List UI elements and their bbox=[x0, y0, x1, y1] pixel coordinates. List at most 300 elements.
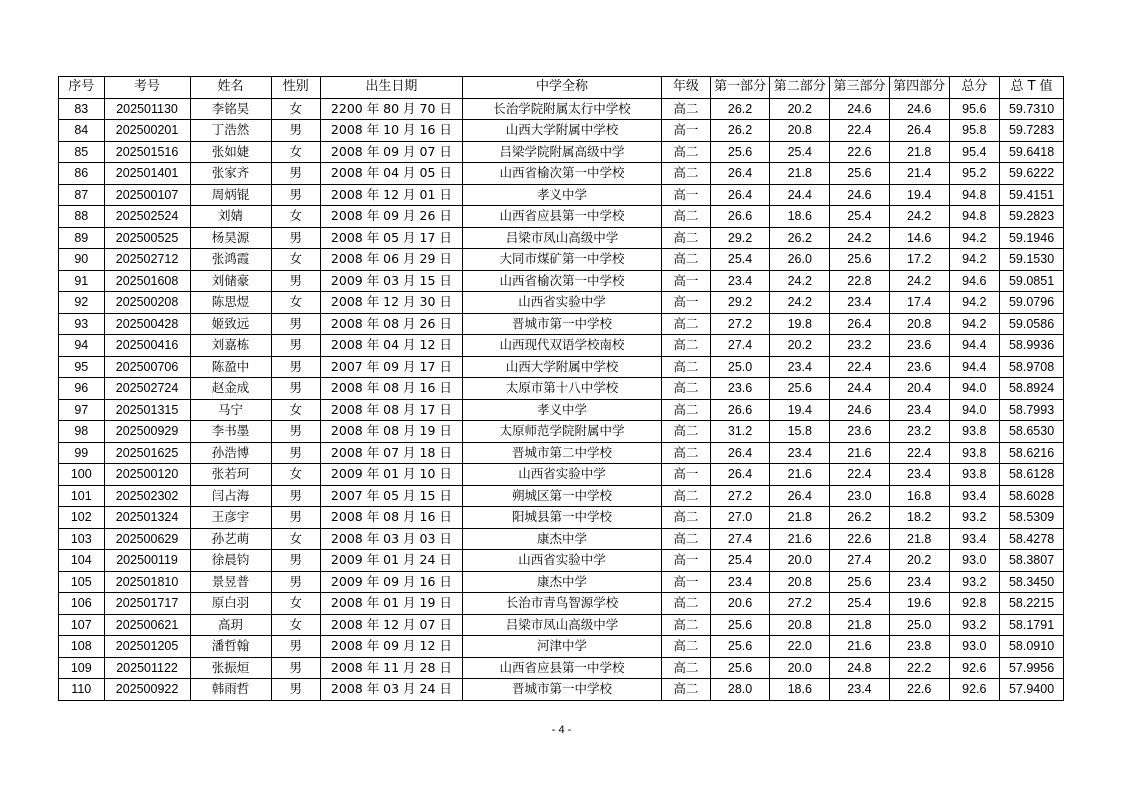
cell-grade: 高一 bbox=[662, 184, 711, 206]
cell-name: 陈盈中 bbox=[190, 356, 271, 378]
cell-index: 88 bbox=[59, 206, 105, 228]
cell-name: 原白羽 bbox=[190, 593, 271, 615]
cell-part-3: 25.6 bbox=[830, 249, 890, 271]
cell-grade: 高二 bbox=[662, 679, 711, 701]
cell-part-3: 22.4 bbox=[830, 356, 890, 378]
header-col-name: 姓名 bbox=[190, 77, 271, 99]
cell-part-1: 27.2 bbox=[710, 485, 770, 507]
cell-total-t: 58.6216 bbox=[1000, 442, 1064, 464]
cell-part-3: 25.4 bbox=[830, 206, 890, 228]
cell-grade: 高一 bbox=[662, 120, 711, 142]
cell-part-4: 22.6 bbox=[889, 679, 949, 701]
cell-part-1: 29.2 bbox=[710, 227, 770, 249]
cell-grade: 高二 bbox=[662, 528, 711, 550]
cell-birth-date: 2008 年 09 月 12 日 bbox=[321, 636, 463, 658]
cell-school: 山西大学附属中学校 bbox=[462, 356, 661, 378]
cell-total: 95.8 bbox=[949, 120, 1000, 142]
cell-name: 潘哲翰 bbox=[190, 636, 271, 658]
cell-total: 94.2 bbox=[949, 292, 1000, 314]
cell-gender: 男 bbox=[271, 507, 321, 529]
cell-birth-date: 2009 年 03 月 15 日 bbox=[321, 270, 463, 292]
cell-index: 101 bbox=[59, 485, 105, 507]
cell-part-4: 23.6 bbox=[889, 356, 949, 378]
cell-part-3: 21.6 bbox=[830, 636, 890, 658]
cell-total-t: 58.6530 bbox=[1000, 421, 1064, 443]
cell-part-2: 18.6 bbox=[770, 679, 830, 701]
cell-total-t: 59.0851 bbox=[1000, 270, 1064, 292]
cell-part-1: 25.6 bbox=[710, 636, 770, 658]
table-body bbox=[59, 98, 1064, 700]
cell-birth-date: 2008 年 03 月 24 日 bbox=[321, 679, 463, 701]
cell-index: 104 bbox=[59, 550, 105, 572]
cell-part-4: 25.0 bbox=[889, 614, 949, 636]
cell-gender: 女 bbox=[271, 464, 321, 486]
cell-gender: 女 bbox=[271, 249, 321, 271]
cell-part-1: 27.2 bbox=[710, 313, 770, 335]
cell-gender: 男 bbox=[271, 184, 321, 206]
cell-part-1: 26.6 bbox=[710, 206, 770, 228]
cell-school: 山西省榆次第一中学校 bbox=[462, 163, 661, 185]
cell-grade: 高二 bbox=[662, 313, 711, 335]
cell-total-t: 58.6128 bbox=[1000, 464, 1064, 486]
table-row bbox=[59, 421, 1064, 443]
table-row bbox=[59, 507, 1064, 529]
header-col-part-1: 第一部分 bbox=[710, 77, 770, 99]
cell-total: 93.0 bbox=[949, 550, 1000, 572]
cell-birth-date: 2008 年 11 月 28 日 bbox=[321, 657, 463, 679]
cell-name: 杨昊源 bbox=[190, 227, 271, 249]
cell-grade: 高二 bbox=[662, 141, 711, 163]
cell-total: 93.2 bbox=[949, 507, 1000, 529]
cell-birth-date: 2008 年 04 月 12 日 bbox=[321, 335, 463, 357]
cell-part-4: 21.8 bbox=[889, 528, 949, 550]
cell-part-2: 21.8 bbox=[770, 163, 830, 185]
cell-exam-id: 202502724 bbox=[104, 378, 190, 400]
cell-part-3: 23.2 bbox=[830, 335, 890, 357]
cell-exam-id: 202500629 bbox=[104, 528, 190, 550]
table-row bbox=[59, 270, 1064, 292]
cell-school: 吕梁市凤山高级中学 bbox=[462, 227, 661, 249]
cell-exam-id: 202500706 bbox=[104, 356, 190, 378]
cell-part-1: 26.2 bbox=[710, 120, 770, 142]
cell-index: 108 bbox=[59, 636, 105, 658]
table-row bbox=[59, 98, 1064, 120]
cell-gender: 男 bbox=[271, 120, 321, 142]
cell-exam-id: 202501608 bbox=[104, 270, 190, 292]
cell-part-3: 22.4 bbox=[830, 464, 890, 486]
cell-grade: 高一 bbox=[662, 571, 711, 593]
cell-total-t: 59.0796 bbox=[1000, 292, 1064, 314]
table-header-row bbox=[59, 77, 1064, 99]
cell-name: 姬致远 bbox=[190, 313, 271, 335]
table-row bbox=[59, 141, 1064, 163]
table-row bbox=[59, 206, 1064, 228]
cell-gender: 男 bbox=[271, 313, 321, 335]
cell-gender: 男 bbox=[271, 442, 321, 464]
cell-index: 107 bbox=[59, 614, 105, 636]
cell-total: 94.4 bbox=[949, 335, 1000, 357]
cell-grade: 高二 bbox=[662, 163, 711, 185]
cell-school: 长治市青鸟智源学校 bbox=[462, 593, 661, 615]
cell-gender: 男 bbox=[271, 227, 321, 249]
cell-exam-id: 202501810 bbox=[104, 571, 190, 593]
cell-part-1: 20.6 bbox=[710, 593, 770, 615]
cell-total-t: 59.1530 bbox=[1000, 249, 1064, 271]
cell-total: 93.4 bbox=[949, 485, 1000, 507]
cell-birth-date: 2007 年 05 月 15 日 bbox=[321, 485, 463, 507]
cell-grade: 高二 bbox=[662, 485, 711, 507]
cell-total: 95.2 bbox=[949, 163, 1000, 185]
cell-index: 106 bbox=[59, 593, 105, 615]
cell-part-2: 18.6 bbox=[770, 206, 830, 228]
cell-grade: 高一 bbox=[662, 464, 711, 486]
cell-school: 孝义中学 bbox=[462, 184, 661, 206]
cell-total-t: 59.6222 bbox=[1000, 163, 1064, 185]
cell-exam-id: 202501516 bbox=[104, 141, 190, 163]
table-row bbox=[59, 485, 1064, 507]
cell-part-4: 23.2 bbox=[889, 421, 949, 443]
cell-part-1: 26.4 bbox=[710, 442, 770, 464]
header-col-total: 总分 bbox=[949, 77, 1000, 99]
cell-index: 85 bbox=[59, 141, 105, 163]
cell-part-1: 23.6 bbox=[710, 378, 770, 400]
cell-name: 张家齐 bbox=[190, 163, 271, 185]
table-row bbox=[59, 313, 1064, 335]
cell-part-1: 29.2 bbox=[710, 292, 770, 314]
cell-total-t: 57.9956 bbox=[1000, 657, 1064, 679]
cell-part-4: 26.4 bbox=[889, 120, 949, 142]
cell-gender: 女 bbox=[271, 399, 321, 421]
cell-exam-id: 202500929 bbox=[104, 421, 190, 443]
cell-part-1: 25.6 bbox=[710, 141, 770, 163]
cell-part-1: 26.4 bbox=[710, 163, 770, 185]
cell-name: 徐晨钧 bbox=[190, 550, 271, 572]
table-row bbox=[59, 378, 1064, 400]
cell-birth-date: 2200 年 80 月 70 日 bbox=[321, 98, 463, 120]
cell-part-2: 23.4 bbox=[770, 442, 830, 464]
cell-part-1: 26.6 bbox=[710, 399, 770, 421]
cell-part-2: 21.6 bbox=[770, 528, 830, 550]
cell-part-2: 20.0 bbox=[770, 657, 830, 679]
cell-exam-id: 202500922 bbox=[104, 679, 190, 701]
cell-part-2: 25.4 bbox=[770, 141, 830, 163]
cell-index: 103 bbox=[59, 528, 105, 550]
cell-birth-date: 2008 年 12 月 07 日 bbox=[321, 614, 463, 636]
cell-exam-id: 202500201 bbox=[104, 120, 190, 142]
cell-grade: 高二 bbox=[662, 442, 711, 464]
cell-birth-date: 2008 年 01 月 19 日 bbox=[321, 593, 463, 615]
table-row bbox=[59, 550, 1064, 572]
cell-grade: 高二 bbox=[662, 657, 711, 679]
cell-part-2: 20.0 bbox=[770, 550, 830, 572]
cell-part-2: 19.4 bbox=[770, 399, 830, 421]
cell-part-1: 25.0 bbox=[710, 356, 770, 378]
cell-total: 95.4 bbox=[949, 141, 1000, 163]
cell-part-3: 24.2 bbox=[830, 227, 890, 249]
cell-name: 陈思煜 bbox=[190, 292, 271, 314]
cell-exam-id: 202501122 bbox=[104, 657, 190, 679]
cell-exam-id: 202501401 bbox=[104, 163, 190, 185]
cell-part-2: 26.4 bbox=[770, 485, 830, 507]
cell-total-t: 59.7283 bbox=[1000, 120, 1064, 142]
cell-grade: 高二 bbox=[662, 356, 711, 378]
cell-part-4: 23.4 bbox=[889, 464, 949, 486]
cell-total: 92.8 bbox=[949, 593, 1000, 615]
cell-index: 105 bbox=[59, 571, 105, 593]
cell-exam-id: 202500428 bbox=[104, 313, 190, 335]
cell-total-t: 58.8924 bbox=[1000, 378, 1064, 400]
cell-part-2: 20.2 bbox=[770, 335, 830, 357]
cell-part-3: 22.6 bbox=[830, 528, 890, 550]
cell-part-4: 23.6 bbox=[889, 335, 949, 357]
cell-total-t: 58.9708 bbox=[1000, 356, 1064, 378]
cell-part-2: 22.0 bbox=[770, 636, 830, 658]
cell-total-t: 59.0586 bbox=[1000, 313, 1064, 335]
cell-exam-id: 202500208 bbox=[104, 292, 190, 314]
cell-birth-date: 2008 年 08 月 19 日 bbox=[321, 421, 463, 443]
cell-index: 90 bbox=[59, 249, 105, 271]
cell-exam-id: 202502712 bbox=[104, 249, 190, 271]
cell-birth-date: 2008 年 09 月 07 日 bbox=[321, 141, 463, 163]
cell-total: 94.6 bbox=[949, 270, 1000, 292]
cell-index: 84 bbox=[59, 120, 105, 142]
cell-school: 孝义中学 bbox=[462, 399, 661, 421]
table-row bbox=[59, 249, 1064, 271]
cell-grade: 高二 bbox=[662, 399, 711, 421]
cell-index: 97 bbox=[59, 399, 105, 421]
cell-school: 太原师范学院附属中学 bbox=[462, 421, 661, 443]
cell-part-4: 22.4 bbox=[889, 442, 949, 464]
cell-birth-date: 2009 年 01 月 10 日 bbox=[321, 464, 463, 486]
cell-gender: 女 bbox=[271, 141, 321, 163]
cell-birth-date: 2009 年 09 月 16 日 bbox=[321, 571, 463, 593]
cell-part-4: 19.4 bbox=[889, 184, 949, 206]
table-row bbox=[59, 163, 1064, 185]
cell-gender: 女 bbox=[271, 593, 321, 615]
cell-total-t: 58.9936 bbox=[1000, 335, 1064, 357]
cell-school: 山西省实验中学 bbox=[462, 550, 661, 572]
cell-total-t: 59.1946 bbox=[1000, 227, 1064, 249]
cell-exam-id: 202500120 bbox=[104, 464, 190, 486]
cell-school: 山西省实验中学 bbox=[462, 464, 661, 486]
cell-total-t: 58.2215 bbox=[1000, 593, 1064, 615]
cell-gender: 女 bbox=[271, 206, 321, 228]
cell-part-4: 20.2 bbox=[889, 550, 949, 572]
cell-gender: 男 bbox=[271, 270, 321, 292]
cell-part-4: 22.2 bbox=[889, 657, 949, 679]
cell-part-4: 17.2 bbox=[889, 249, 949, 271]
cell-total: 94.2 bbox=[949, 227, 1000, 249]
cell-part-3: 23.4 bbox=[830, 679, 890, 701]
table-row bbox=[59, 528, 1064, 550]
cell-total: 93.2 bbox=[949, 571, 1000, 593]
header-col-exam-id: 考号 bbox=[104, 77, 190, 99]
table-row bbox=[59, 292, 1064, 314]
cell-birth-date: 2008 年 04 月 05 日 bbox=[321, 163, 463, 185]
cell-total-t: 58.0910 bbox=[1000, 636, 1064, 658]
cell-exam-id: 202500621 bbox=[104, 614, 190, 636]
cell-exam-id: 202500525 bbox=[104, 227, 190, 249]
cell-part-2: 21.8 bbox=[770, 507, 830, 529]
cell-name: 李书墨 bbox=[190, 421, 271, 443]
header-col-total-t: 总 T 值 bbox=[1000, 77, 1064, 99]
cell-name: 赵金成 bbox=[190, 378, 271, 400]
cell-part-1: 23.4 bbox=[710, 571, 770, 593]
cell-part-3: 26.2 bbox=[830, 507, 890, 529]
cell-school: 吕梁学院附属高级中学 bbox=[462, 141, 661, 163]
cell-part-1: 27.4 bbox=[710, 528, 770, 550]
cell-part-3: 26.4 bbox=[830, 313, 890, 335]
cell-name: 刘婧 bbox=[190, 206, 271, 228]
table-row bbox=[59, 593, 1064, 615]
cell-name: 张若珂 bbox=[190, 464, 271, 486]
cell-part-1: 25.4 bbox=[710, 249, 770, 271]
cell-index: 100 bbox=[59, 464, 105, 486]
cell-total-t: 58.4278 bbox=[1000, 528, 1064, 550]
table-row bbox=[59, 184, 1064, 206]
cell-total: 93.4 bbox=[949, 528, 1000, 550]
cell-grade: 高二 bbox=[662, 206, 711, 228]
cell-gender: 男 bbox=[271, 550, 321, 572]
cell-part-1: 25.4 bbox=[710, 550, 770, 572]
cell-gender: 男 bbox=[271, 378, 321, 400]
cell-gender: 男 bbox=[271, 679, 321, 701]
cell-part-4: 20.4 bbox=[889, 378, 949, 400]
cell-total-t: 59.4151 bbox=[1000, 184, 1064, 206]
cell-total-t: 58.3450 bbox=[1000, 571, 1064, 593]
cell-grade: 高二 bbox=[662, 378, 711, 400]
cell-part-4: 17.4 bbox=[889, 292, 949, 314]
cell-total: 94.8 bbox=[949, 184, 1000, 206]
cell-index: 89 bbox=[59, 227, 105, 249]
cell-grade: 高二 bbox=[662, 98, 711, 120]
table-row bbox=[59, 464, 1064, 486]
cell-grade: 高一 bbox=[662, 270, 711, 292]
cell-name: 张振烜 bbox=[190, 657, 271, 679]
cell-name: 孙艺萌 bbox=[190, 528, 271, 550]
cell-name: 景昱普 bbox=[190, 571, 271, 593]
cell-gender: 男 bbox=[271, 485, 321, 507]
cell-part-4: 24.2 bbox=[889, 206, 949, 228]
cell-part-2: 26.0 bbox=[770, 249, 830, 271]
cell-part-2: 26.2 bbox=[770, 227, 830, 249]
cell-gender: 男 bbox=[271, 335, 321, 357]
cell-total: 94.2 bbox=[949, 249, 1000, 271]
cell-part-1: 31.2 bbox=[710, 421, 770, 443]
table-row bbox=[59, 679, 1064, 701]
cell-name: 张鸿霞 bbox=[190, 249, 271, 271]
cell-name: 李铭昊 bbox=[190, 98, 271, 120]
cell-name: 孙浩博 bbox=[190, 442, 271, 464]
cell-name: 刘储豪 bbox=[190, 270, 271, 292]
cell-birth-date: 2008 年 08 月 16 日 bbox=[321, 378, 463, 400]
cell-grade: 高二 bbox=[662, 227, 711, 249]
cell-index: 92 bbox=[59, 292, 105, 314]
cell-part-4: 21.8 bbox=[889, 141, 949, 163]
cell-part-3: 21.6 bbox=[830, 442, 890, 464]
cell-part-1: 23.4 bbox=[710, 270, 770, 292]
cell-school: 朔城区第一中学校 bbox=[462, 485, 661, 507]
cell-total-t: 58.3807 bbox=[1000, 550, 1064, 572]
cell-birth-date: 2008 年 08 月 16 日 bbox=[321, 507, 463, 529]
cell-part-4: 14.6 bbox=[889, 227, 949, 249]
cell-grade: 高二 bbox=[662, 335, 711, 357]
cell-exam-id: 202501625 bbox=[104, 442, 190, 464]
cell-index: 99 bbox=[59, 442, 105, 464]
cell-grade: 高二 bbox=[662, 593, 711, 615]
table-row bbox=[59, 442, 1064, 464]
header-col-grade: 年级 bbox=[662, 77, 711, 99]
cell-total-t: 58.1791 bbox=[1000, 614, 1064, 636]
cell-part-1: 26.4 bbox=[710, 464, 770, 486]
cell-school: 山西省应县第一中学校 bbox=[462, 206, 661, 228]
cell-part-2: 25.6 bbox=[770, 378, 830, 400]
cell-index: 87 bbox=[59, 184, 105, 206]
cell-school: 山西现代双语学校南校 bbox=[462, 335, 661, 357]
cell-birth-date: 2008 年 09 月 26 日 bbox=[321, 206, 463, 228]
header-col-school: 中学全称 bbox=[462, 77, 661, 99]
cell-school: 晋城市第一中学校 bbox=[462, 679, 661, 701]
cell-total: 93.2 bbox=[949, 614, 1000, 636]
cell-index: 86 bbox=[59, 163, 105, 185]
cell-total: 92.6 bbox=[949, 679, 1000, 701]
cell-index: 91 bbox=[59, 270, 105, 292]
header-col-part-3: 第三部分 bbox=[830, 77, 890, 99]
cell-total-t: 59.2823 bbox=[1000, 206, 1064, 228]
cell-part-4: 19.6 bbox=[889, 593, 949, 615]
cell-total: 93.8 bbox=[949, 421, 1000, 443]
cell-index: 109 bbox=[59, 657, 105, 679]
cell-part-1: 28.0 bbox=[710, 679, 770, 701]
cell-part-3: 27.4 bbox=[830, 550, 890, 572]
cell-grade: 高一 bbox=[662, 292, 711, 314]
cell-school: 太原市第十八中学校 bbox=[462, 378, 661, 400]
cell-name: 王彦宇 bbox=[190, 507, 271, 529]
header-col-birth-date: 出生日期 bbox=[321, 77, 463, 99]
cell-exam-id: 202500107 bbox=[104, 184, 190, 206]
cell-index: 94 bbox=[59, 335, 105, 357]
cell-gender: 女 bbox=[271, 614, 321, 636]
cell-name: 高玥 bbox=[190, 614, 271, 636]
cell-grade: 高二 bbox=[662, 507, 711, 529]
results-table bbox=[58, 76, 1064, 701]
cell-grade: 高二 bbox=[662, 421, 711, 443]
table-row bbox=[59, 335, 1064, 357]
cell-part-2: 24.2 bbox=[770, 292, 830, 314]
cell-school: 阳城县第一中学校 bbox=[462, 507, 661, 529]
cell-school: 河津中学 bbox=[462, 636, 661, 658]
cell-school: 长治学院附属太行中学校 bbox=[462, 98, 661, 120]
cell-part-3: 23.6 bbox=[830, 421, 890, 443]
cell-name: 韩雨哲 bbox=[190, 679, 271, 701]
header-col-index: 序号 bbox=[59, 77, 105, 99]
table-row bbox=[59, 227, 1064, 249]
cell-total: 93.8 bbox=[949, 464, 1000, 486]
cell-grade: 高二 bbox=[662, 249, 711, 271]
cell-exam-id: 202501315 bbox=[104, 399, 190, 421]
cell-school: 大同市煤矿第一中学校 bbox=[462, 249, 661, 271]
page-number: - 4 - bbox=[551, 724, 572, 736]
cell-part-2: 21.6 bbox=[770, 464, 830, 486]
cell-school: 山西省榆次第一中学校 bbox=[462, 270, 661, 292]
cell-grade: 高二 bbox=[662, 636, 711, 658]
cell-school: 晋城市第一中学校 bbox=[462, 313, 661, 335]
cell-index: 83 bbox=[59, 98, 105, 120]
cell-gender: 男 bbox=[271, 636, 321, 658]
cell-school: 晋城市第二中学校 bbox=[462, 442, 661, 464]
cell-birth-date: 2008 年 10 月 16 日 bbox=[321, 120, 463, 142]
cell-birth-date: 2008 年 12 月 30 日 bbox=[321, 292, 463, 314]
